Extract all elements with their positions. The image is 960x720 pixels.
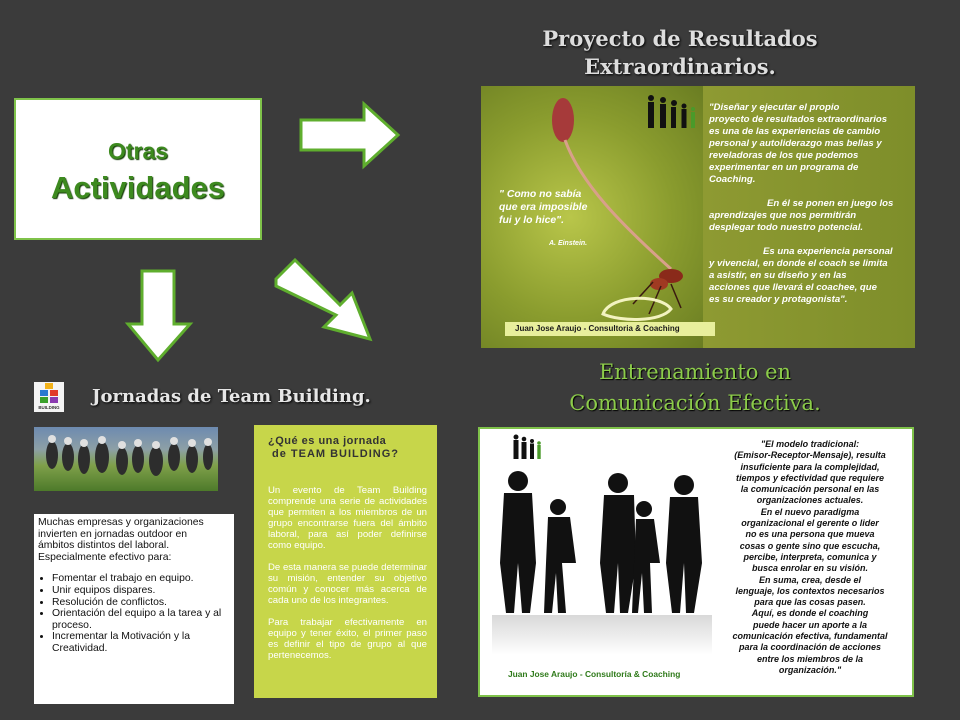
p3-line: es su creador y protagonista".: [709, 294, 848, 305]
p1-line: personal y autoliderazgo mas bellas y: [709, 138, 882, 149]
quote-line: tiempos y efectividad que requiere: [735, 472, 885, 483]
panel1-signature: Juan Jose Araujo - Consultoria & Coaching: [505, 322, 715, 336]
quote-line: Aquí, es donde el coaching: [751, 608, 869, 619]
intro-line: invierten en jornadas outdoor en: [38, 528, 188, 540]
colored-blocks-icon: [34, 382, 64, 404]
quote-line: insuficiente para la complejidad,: [740, 461, 880, 472]
p3-line: Es una experiencia personal: [763, 246, 893, 257]
quote-author: A. Einstein.: [549, 240, 588, 247]
business-people-silhouettes: [492, 463, 712, 663]
p3-line: acciones que llevará el coachee, que: [709, 282, 877, 293]
panel2-heading-line2: Comunicación Efectiva.: [569, 391, 821, 415]
p1-line: reveladoras de los que podemos: [709, 150, 859, 161]
intro-line: Muchas empresas y organizaciones: [38, 517, 204, 528]
p1-line: "Diseñar y ejecutar el propio: [709, 102, 840, 113]
panel1-heading-line1: Proyecto de Resultados: [542, 26, 818, 51]
quote-line: percibe, interpreta, comunica y: [743, 551, 877, 562]
quote-line: lenguaje, los contextos necesarios: [735, 585, 885, 596]
quote-line: para que las cosas pasen.: [754, 597, 866, 608]
team-building-heading: Jornadas de Team Building.: [92, 386, 371, 407]
quote-line: entre los miembros de la: [756, 653, 864, 664]
proyecto-panel: [481, 86, 915, 348]
team-building-photo: [34, 427, 218, 491]
team-building-logo: [34, 382, 64, 412]
benefit-item: • Resolución de conflictos.: [52, 597, 232, 609]
box-title-line2: de TEAM BUILDING?: [272, 448, 399, 460]
p1-line: proyecto de resultados extraordinarios: [709, 114, 888, 125]
team-building-info-box: [254, 425, 437, 698]
quote-line: " Como no sabía: [499, 189, 582, 200]
quote-line: organizacional el gerente o lider: [741, 518, 879, 529]
quote-line: busca enrolar en su visión.: [751, 563, 869, 574]
people-logo-icon: [510, 433, 546, 463]
comunicacion-quote: [706, 439, 914, 676]
box-paragraph: Para trabajar efectivamente en equipo y tener éxito, el primer paso es definir el tipo de grupo al que pertenecemos.: [268, 617, 427, 661]
box-paragraph: Un evento de Team Building comprende una serie de actividades que permiten a los miembros de un grupo encontrarse fuera del ámbito laboral, para así poder definirse como equipo.: [268, 485, 427, 551]
arrow-right-icon: [298, 100, 402, 170]
p3-line: a asistir, en su diseño y en las: [709, 270, 847, 281]
otras-actividades-box: [14, 98, 262, 240]
p2-line: desplegar todo nuestro potencial.: [709, 222, 864, 233]
box-paragraph: De esta manera se puede determinar su misión, entender su objetivo común y conocer más acerca de cada uno de los integrantes.: [268, 562, 427, 606]
quote-line: En suma, crea, desde el: [758, 574, 862, 585]
quote-line: comunicación efectiva, fundamental: [732, 631, 888, 642]
people-logo-icon: [643, 92, 701, 136]
quote-line: (Emisor-Receptor-Mensaje), resulta: [734, 450, 886, 461]
box-title-line1: ¿Qué es una jornada: [268, 435, 387, 447]
quote-line: organizaciones actuales.: [756, 495, 864, 506]
quote-line: no es una persona que mueva: [745, 529, 875, 540]
p3-line: y vivencial, en donde el coach se limita: [709, 258, 888, 269]
p1-line: es una de las experiencias de cambio: [709, 126, 881, 137]
actividades-label: Actividades: [50, 170, 225, 205]
quote-line: fui y lo hice".: [499, 215, 564, 226]
panel2-heading-line1: Entrenamiento en: [598, 360, 792, 384]
panel2-signature: Juan Jose Araujo - Consultoría & Coaching: [508, 669, 681, 679]
otras-label: Otras: [107, 138, 169, 164]
quote-line: cosas o gente sino que escucha,: [739, 540, 881, 551]
quote-line: la comunicación personal en las: [740, 484, 880, 495]
benefit-item: • Incrementar la Motivación y la Creatividad.: [52, 631, 232, 654]
benefit-item: • Unir equipos dispares.: [52, 585, 232, 597]
logo-text: BUILDING: [38, 405, 60, 410]
quote-line: para la coordinación de acciones: [738, 642, 882, 653]
team-building-description: [34, 514, 234, 704]
arrow-down-icon: [124, 268, 194, 364]
p2-line: aprendizajes que nos permitirán: [709, 210, 857, 221]
benefit-item: • Orientación del equipo a la tarea y al proceso.: [52, 608, 232, 631]
p2-line: En él se ponen en juego los: [767, 198, 894, 209]
arrow-diagonal-icon: [272, 256, 378, 346]
quote-line: organización.": [778, 664, 842, 675]
quote-line: que era imposible: [499, 202, 588, 213]
quote-line: puede hacer un aporte a la: [752, 619, 868, 630]
p1-line: experimentar en un programa de: [709, 162, 859, 173]
panel1-heading-line2: Extraordinarios.: [584, 54, 776, 79]
comunicacion-panel: [478, 427, 914, 697]
p1-line: Coaching.: [709, 174, 756, 185]
intro-line: ámbitos distintos del laboral.: [38, 540, 170, 552]
benefits-list: [38, 573, 232, 654]
benefit-item: • Fomentar el trabajo en equipo.: [52, 573, 232, 585]
quote-line: "El modelo tradicional:: [760, 439, 860, 449]
intro-line: Especialmente efectivo para:: [38, 551, 172, 563]
quote-line: En el nuevo paradigma: [760, 506, 860, 517]
